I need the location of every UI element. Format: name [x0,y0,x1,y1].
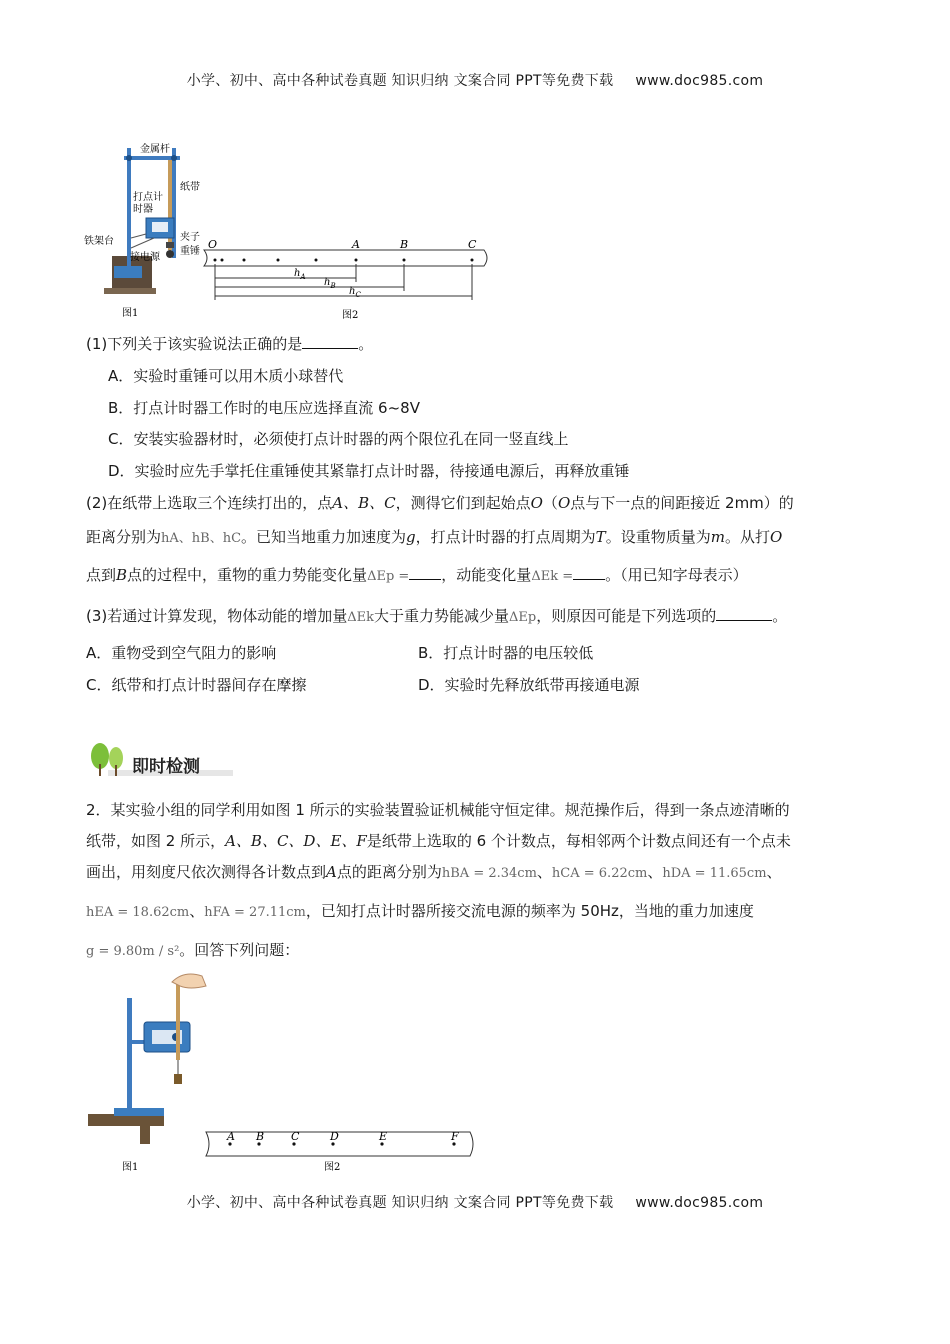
svg-text:E: E [379,1130,388,1143]
svg-text:C: C [291,1130,300,1143]
q3-option-c: C．纸带和打点计时器间存在摩擦 [86,676,307,694]
p2-line-3: 画出，用刻度尺依次测得各计数点到A点的距离分别为hBA = 2.34cm、hCA = 6.22cm、hDA = 11.65cm、 [86,863,782,881]
p2-line-2: 纸带，如图 2 所示，A、B、C、D、E、F是纸带上选取的 6 个计数点，每相邻两个计数点间还有一个点未 [86,832,791,850]
p2-line-5: g = 9.80m / s²。回答下列问题： [86,941,300,959]
q1-option-b: B．打点计时器工作时的电压应选择直流 6~8V [108,399,420,417]
q1-option-a: A．实验时重锤可以用木质小球替代 [108,367,344,385]
page-footer [0,1192,950,1212]
svg-text:C: C [468,238,477,251]
svg-text:hA: $h_A$ [294,268,306,281]
weight-icon [166,250,174,258]
paper-tape-icon [206,1132,473,1156]
stand-rod-icon [127,148,131,268]
svg-text:D: D [330,1130,339,1143]
svg-text:铁架台: 铁架台 [84,236,114,247]
svg-text:B: B [400,238,409,251]
page-header [0,70,950,90]
q1-option-d: D．实验时应先手掌托住重锤使其紧靠打点计时器，待接通电源后，再释放重锤 [108,462,630,480]
svg-text:打点计: 打点计 [133,192,163,203]
svg-text:接电源: 接电源 [130,252,160,263]
weight-icon [174,1074,182,1084]
svg-text:O: O [208,238,218,251]
svg-text:图1: 图1 [122,1162,139,1173]
q3-option-a: A．重物受到空气阻力的影响 [86,644,277,662]
svg-text:hC: $h_C$ [349,286,361,299]
header-text: 小学、初中、高中各种试卷真题 知识归纳 文案合同 PPT等免费下载 [186,73,614,89]
q3-option-d: D．实验时先释放纸带再接通电源 [418,676,640,694]
q2-line-1: (2)在纸带上选取三个连续打出的，点A、B、C，测得它们到起始点O（O点与下一点的间距接近 2mm）的 [86,494,794,512]
footer-text: 小学、初中、高中各种试卷真题 知识归纳 文案合同 PPT等免费下载 [186,1195,614,1211]
section-title: 即时检测 [132,757,200,777]
q2-line-2: 距离分别为hA、hB、hC。已知当地重力加速度为g，打点计时器的打点周期为T。设重物质量为m。从打O [86,528,783,546]
section-banner [88,740,238,780]
q3-stem: (3)若通过计算发现，物体动能的增加量ΔEk大于重力势能减少量ΔEp，则原因可能是下列选项的 。 [86,607,788,625]
footer-site: www.doc985.com [635,1195,764,1211]
svg-text:图2: 图2 [342,310,359,321]
svg-text:F: F [451,1130,459,1143]
svg-text:B: B [256,1130,265,1143]
svg-text:hB: $h_B$ [324,277,336,290]
svg-text:A: A [227,1130,235,1143]
svg-text:重锤: 重锤 [180,246,200,257]
svg-text:A: A [352,238,360,251]
paper-tape-icon [204,250,487,266]
q1-stem: (1)下列关于该实验说法正确的是 。 [86,335,374,353]
svg-text:图1: 图1 [122,308,139,319]
q2-line-3: 点到B点的过程中，重物的重力势能变化量ΔEp = ，动能变化量ΔEk = 。（用已知字母表示） [86,566,748,584]
svg-text:时器: 时器 [133,204,153,215]
svg-text:夹子: 夹子 [180,232,200,243]
svg-text:图2: 图2 [324,1162,341,1173]
svg-text:金属杆: 金属杆 [140,144,170,155]
p2-line-1: 2．某实验小组的同学利用如图 1 所示的实验装置验证机械能守恒定律。规范操作后，得到一条点迹清晰的 [86,801,790,819]
q1-option-c: C．安装实验器材时，必须使打点计时器的两个限位孔在同一竖直线上 [108,430,569,448]
q3-option-b: B．打点计时器的电压较低 [418,644,594,662]
stand-rod-icon [127,998,132,1110]
header-site: www.doc985.com [635,73,764,89]
p2-line-4: hEA = 18.62cm、hFA = 27.11cm，已知打点计时器所接交流电源的频率为 50Hz，当地的重力加速度 [86,902,754,920]
svg-text:纸带: 纸带 [180,182,200,193]
apparatus-figure-bottom [84,970,484,1180]
apparatus-figure-top [84,138,504,328]
